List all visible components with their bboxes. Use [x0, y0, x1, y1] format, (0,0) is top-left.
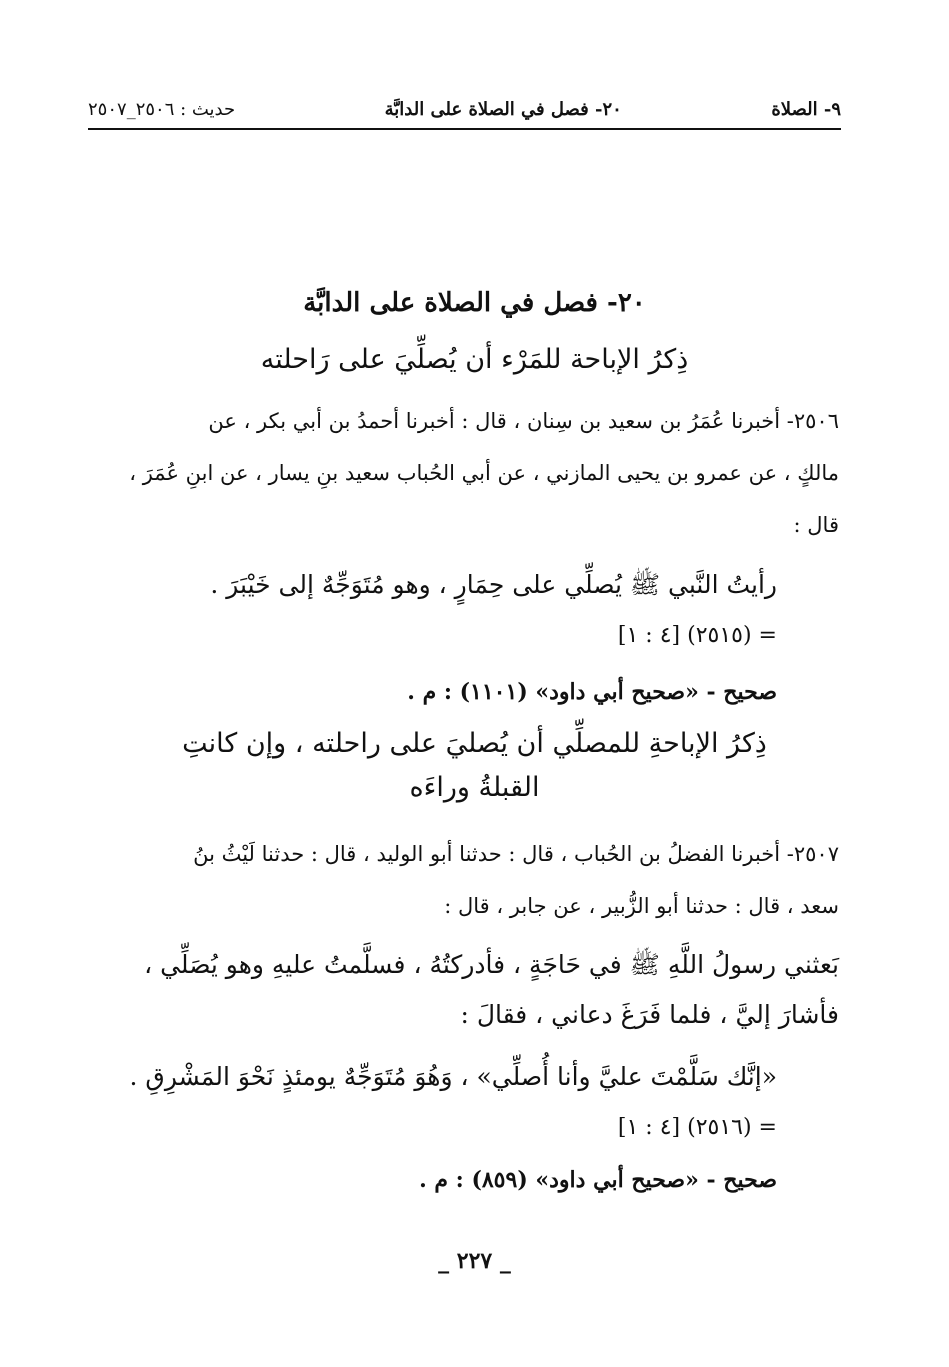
header-chapter-name: ٢٠- فصل في الصلاة على الدابَّة [384, 98, 622, 120]
cross-reference-2507: = (٢٥١٦) [٤ : ١] [617, 1115, 777, 1140]
isnad-line: ٢٥٠٧- أخبرنا الفضلُ بن الحُباب ، قال : حدثنا أبو الوليد ، قال : حدثنا لَيْثُ بنُ [193, 842, 839, 866]
isnad-line: سعد ، قال : حدثنا أبو الزُّبير ، عن جابر ، قال : [444, 894, 839, 918]
isnad-2506 [86, 395, 839, 551]
header-divider [88, 128, 841, 130]
isnad-line: ٢٥٠٦- أخبرنا عُمَرُ بن سعيد بن سِنان ، قال : أخبرنا أحمدُ بن أبي بكر ، عن [208, 409, 839, 433]
isnad-line: مالكٍ ، عن عمرو بن يحيى المازني ، عن أبي الحُباب سعيد بنِ يسار ، عن ابنِ عُمَرَ ، [129, 461, 839, 485]
header-section-name: ٩- الصلاة [771, 98, 841, 120]
matn-line: «إنَّك سَلَّمْتَ عليَّ وأنا أُصلِّي» ، وَهُوَ مُتَوَجِّهٌ يومئذٍ نَحْوَ المَشْرِقِ . [129, 1062, 777, 1091]
chapter-heading-1: ذِكرُ الإباحة للمَرْء أن يُصلِّيَ على رَاحلته [260, 344, 689, 375]
heading-line: ذِكرُ الإباحةِ للمصلِّي أن يُصليَ على راحلته ، وإن كانتِ [182, 728, 767, 759]
matn-2506 [90, 560, 777, 610]
matn-2507 [86, 940, 839, 1040]
matn-line: بَعثني رسولُ اللَّهِ ﷺ في حَاجَةٍ ، فأدركتُهُ ، فسلَّمتُ عليهِ وهو يُصَلِّي ، [144, 950, 839, 979]
running-header [88, 94, 841, 124]
matn-line: فأشارَ إليَّ ، فلما فَرَغَ دعاني ، فقالَ : [460, 1000, 839, 1029]
grading-2507: صحيح - «صحيح أبي داود» (٨٥٩) : م . [419, 1167, 777, 1193]
heading-line: القبلةُ وراءَه [409, 772, 540, 803]
matn-2507-quote [90, 1052, 777, 1102]
cross-reference-2506: = (٢٥١٥) [٤ : ١] [617, 623, 777, 648]
section-title: ٢٠- فصل في الصلاة على الدابَّة [303, 288, 646, 318]
page-number: _ ٢٢٧ _ [438, 1248, 511, 1274]
header-hadith-range: حديث : ٢٥٠٦_٢٥٠٧ [88, 98, 236, 120]
isnad-line: قال : [793, 513, 839, 537]
grading-2506: صحيح - «صحيح أبي داود» (١١٠١) : م . [407, 679, 777, 705]
chapter-heading-2 [120, 722, 829, 810]
matn-line: رأيتُ النَّبي ﷺ يُصلِّي على حِمَارٍ ، وهو مُتَوَجِّهٌ إلى خَيْبَرَ . [210, 570, 777, 599]
isnad-2507 [86, 828, 839, 932]
